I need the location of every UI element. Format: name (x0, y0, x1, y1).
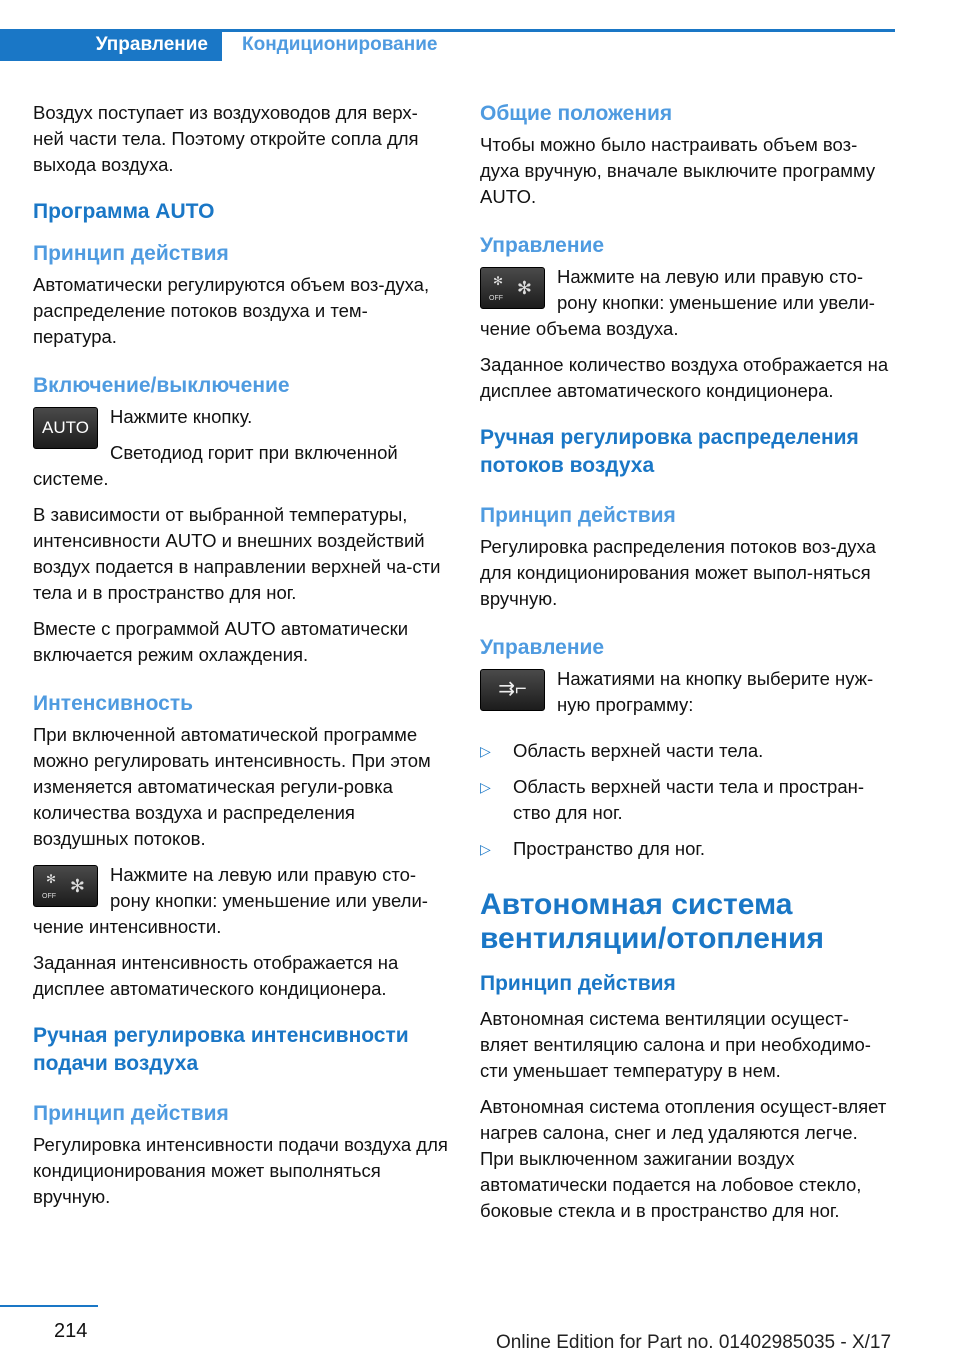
principle-heading-3: Принцип действия (480, 504, 676, 527)
press-button-text: Нажмите кнопку. (110, 406, 253, 427)
heating-text: Автономная система отопления осущест-вляет нагрев салона, снег и лед удаляются легче. При выключенном зажигании воздух автоматически подается на лобовое стекло, боковые стекла и в пространство для ног. (480, 1096, 887, 1221)
control-heading-2: Управление (480, 636, 605, 659)
distribution-button-row (480, 666, 895, 728)
manual-distribution-heading: Ручная регулировка распределения потоков воздуха (480, 426, 859, 477)
edition-footer: Online Edition for Part no. 01402985035 - X/17 (496, 1332, 892, 1353)
list-item: ▷ Область верхней части тела и простран-ство для ног. (480, 776, 864, 823)
left-column (33, 100, 448, 1220)
page-number: 214 (54, 1320, 88, 1342)
display-intensity-text: Заданная интенсивность отображается на дисплее автоматического кондиционера. (33, 952, 399, 999)
onoff-heading: Включение/выключение (33, 374, 290, 397)
right-column (480, 100, 895, 1234)
list-item: ▷ Область верхней части тела. (480, 738, 895, 764)
intensity-text: При включенной автоматической программе можно регулировать интенсивность. При этом изменяется автоматическая регули-ровка количества воздуха и распределения воздушных потоков. (33, 724, 431, 849)
press-lr-intensity-text: Нажмите на левую или правую сто-рону кнопки: уменьшение или увели-чение интенсивности. (33, 864, 428, 937)
fan-small-icon: ✻ (46, 872, 57, 886)
manual-intensity-heading: Ручная регулировка интенсивности подачи воздуха (33, 1024, 409, 1075)
fan-off-label: OFF (42, 893, 56, 900)
general-heading: Общие положения (480, 102, 673, 125)
ventilation-text: Автономная система вентиляции осущест-вляет вентиляцию салона и при необходимо-сти уменьшает температуру в нем. (480, 1008, 871, 1081)
led-text: Светодиод горит при включенной системе. (33, 442, 398, 489)
fan-large-icon: ✻ (516, 278, 532, 298)
select-program-text: Нажатиями на кнопку выберите нуж-ную программу: (557, 668, 874, 715)
air-distribution-icon (480, 669, 545, 711)
page-number-rule (0, 1305, 98, 1307)
autonomous-system-heading: Автономная система вентиляции/отопления (480, 888, 824, 955)
principle-text: Автоматически регулируются объем воз-духа, распределение потоков воздуха и тем-пература. (33, 274, 430, 347)
auto-button-icon (33, 407, 98, 449)
list-item: ▷ Пространство для ног. (480, 836, 895, 862)
depend-text: В зависимости от выбранной температуры, интенсивности AUTO и внешних воздействий воздух подается в направлении верхней ча-сти тела и в пространство для ног. (33, 504, 441, 603)
program-options-list (480, 738, 895, 862)
fan-small-icon: ✻ (493, 274, 504, 288)
principle-heading-4: Принцип действия (480, 972, 676, 995)
principle-heading-2: Принцип действия (33, 1102, 229, 1125)
intensity-button-row (33, 862, 448, 950)
section-tab-inactive[interactable]: Кондиционирование (242, 34, 438, 55)
fan-button-icon (33, 865, 98, 907)
manual-distribution-text: Регулировка распределения потоков воз-духа для кондиционирования может выпол-няться вручную. (480, 536, 876, 609)
section-tab-active[interactable]: Управление (0, 29, 222, 61)
intro-text: Воздух поступает из воздуховодов для верх-ней части тела. Поэтому откройте сопла для выхода воздуха. (33, 102, 419, 175)
press-lr-volume-text: Нажмите на левую или правую сто-рону кнопки: уменьшение или увели-чение объема воздуха. (480, 266, 875, 339)
fan-off-label: OFF (489, 295, 503, 302)
display-volume-text: Заданное количество воздуха отображается на дисплее автоматического кондиционера. (480, 354, 889, 401)
cooling-text: Вместе с программой AUTO автоматически включается режим охлаждения. (33, 618, 409, 665)
fan-large-icon: ✻ (69, 876, 85, 896)
manual-intensity-text: Регулировка интенсивности подачи воздуха для кондиционирования может выполняться вручную. (33, 1134, 448, 1207)
auto-program-title: Программа AUTO (33, 200, 215, 223)
auto-button-label: AUTO (42, 418, 89, 437)
seat-airflow-icon: ⇉⌐ (498, 678, 527, 700)
control-heading: Управление (480, 234, 605, 257)
bullet-icon: ▷ (480, 841, 491, 857)
fan-button-icon (480, 267, 545, 309)
principle-heading: Принцип действия (33, 242, 229, 265)
volume-button-row (480, 264, 895, 352)
bullet-icon: ▷ (480, 779, 491, 795)
auto-button-row (33, 404, 448, 502)
general-text: Чтобы можно было настраивать объем воз-духа вручную, вначале выключите программу AUTO. (480, 134, 876, 207)
intensity-heading: Интенсивность (33, 692, 194, 715)
bullet-icon: ▷ (480, 743, 491, 759)
